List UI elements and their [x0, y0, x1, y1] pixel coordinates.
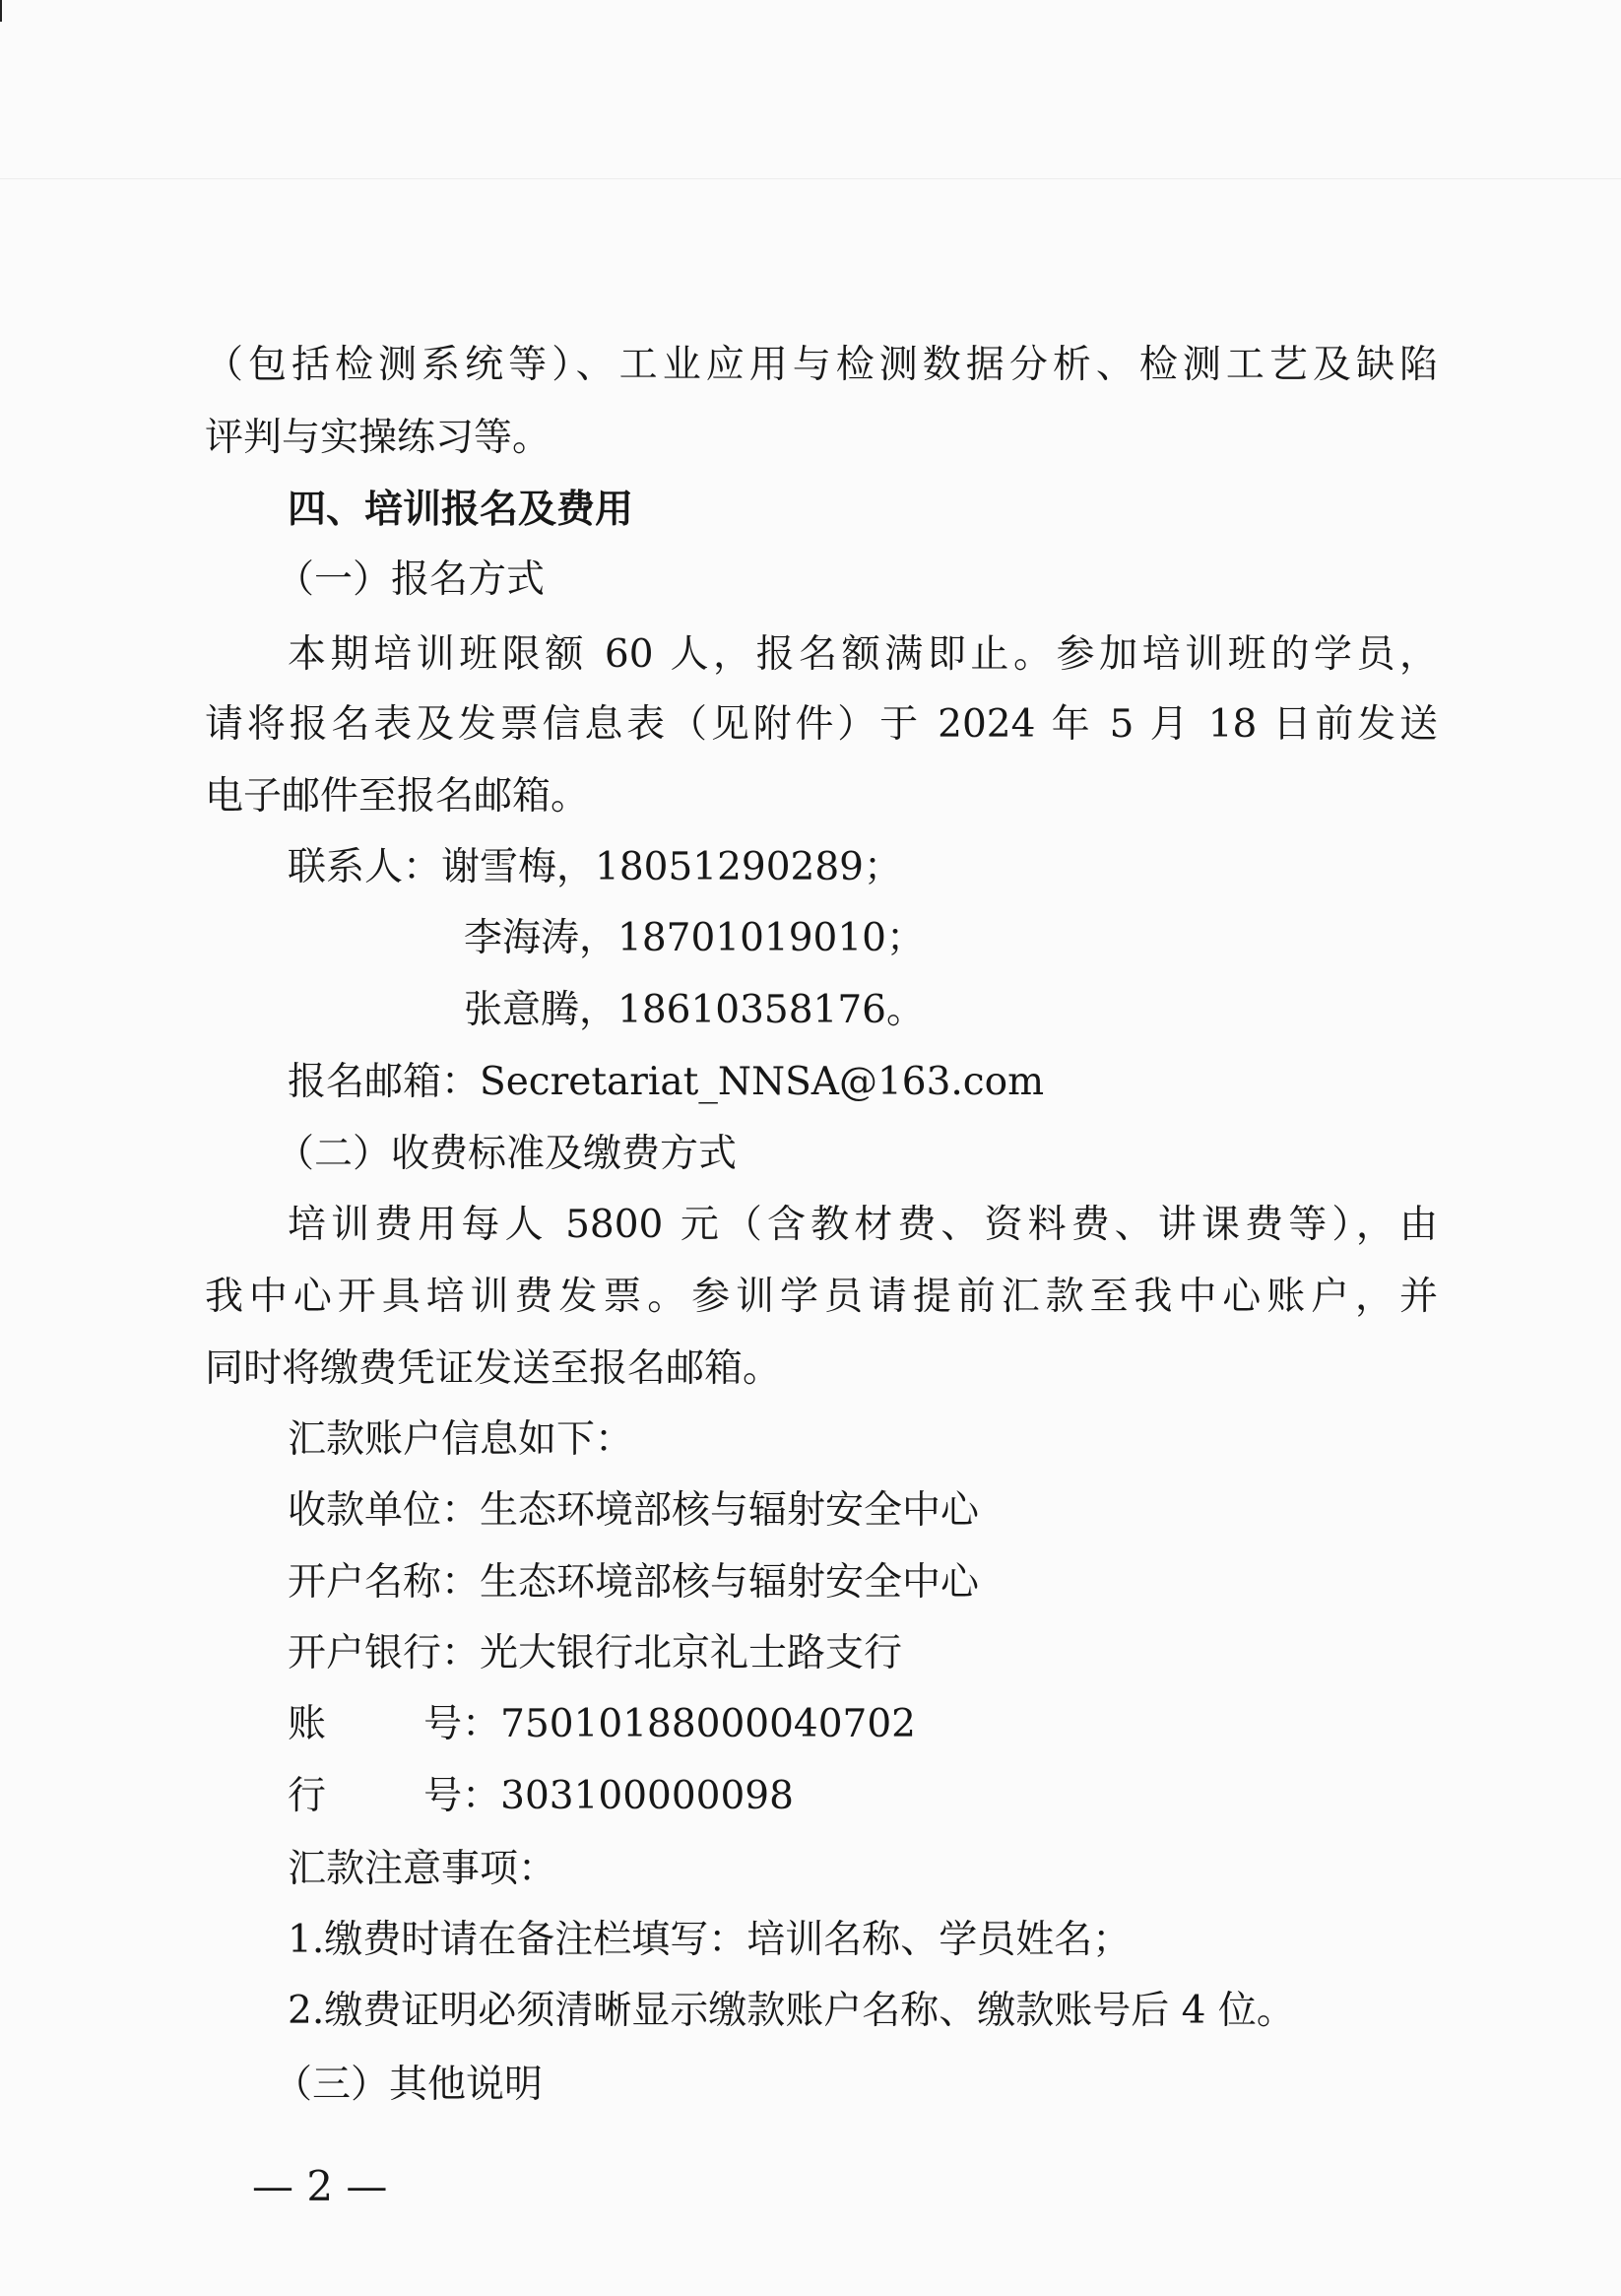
paragraph-line: 评判与实操练习等。 [205, 416, 551, 460]
subsection-heading: （三）其他说明 [274, 2063, 544, 2107]
payee-line: 收款单位：生态环境部核与辐射安全中心 [288, 1488, 980, 1533]
paragraph-line: 本期培训班限额 60 人，报名额满即止。参加培训班的学员， [288, 632, 1438, 677]
paragraph-line: （包括检测系统等）、工业应用与检测数据分析、检测工艺及缺陷 [205, 343, 1438, 387]
account-name-line: 开户名称：生态环境部核与辐射安全中心 [288, 1560, 980, 1605]
contact-line: 张意腾，18610358176。 [464, 988, 925, 1032]
paragraph-line: 我中心开具培训费发票。参训学员请提前汇款至我中心账户，并 [205, 1275, 1438, 1319]
bank-code-line: 行 号：303100000098 [288, 1774, 794, 1818]
remittance-note: 1.缴费时请在备注栏填写：培训名称、学员姓名； [288, 1918, 1132, 1962]
contact-line: 李海涛，18701019010； [464, 916, 925, 960]
account-info-heading: 汇款账户信息如下： [288, 1417, 634, 1462]
paragraph-line: 电子邮件至报名邮箱。 [205, 774, 590, 819]
scan-edge-mark [0, 0, 2, 22]
page-number: — 2 — [252, 2162, 388, 2210]
top-scan-rule [0, 178, 1621, 179]
bank-line: 开户银行：光大银行北京礼士路支行 [288, 1631, 903, 1675]
section-heading: 四、培训报名及费用 [288, 488, 634, 532]
paragraph-line: 请将报名表及发票信息表（见附件）于 2024 年 5 月 18 日前发送 [205, 702, 1438, 747]
subsection-heading: （二）收费标准及缴费方式 [276, 1132, 738, 1176]
remittance-notes-heading: 汇款注意事项： [288, 1847, 557, 1891]
registration-email: 报名邮箱：Secretariat_NNSA@163.com [288, 1060, 1045, 1104]
account-number-line: 账 号：75010188000040702 [288, 1702, 916, 1746]
subsection-heading: （一）报名方式 [276, 558, 546, 602]
contact-line: 联系人：谢雪梅，18051290289； [288, 845, 902, 889]
paragraph-line: 同时将缴费凭证发送至报名邮箱。 [205, 1346, 782, 1391]
remittance-note: 2.缴费证明必须清晰显示缴款账户名称、缴款账号后 4 位。 [288, 1989, 1295, 2033]
paragraph-line: 培训费用每人 5800 元（含教材费、资料费、讲课费等），由 [288, 1203, 1438, 1247]
